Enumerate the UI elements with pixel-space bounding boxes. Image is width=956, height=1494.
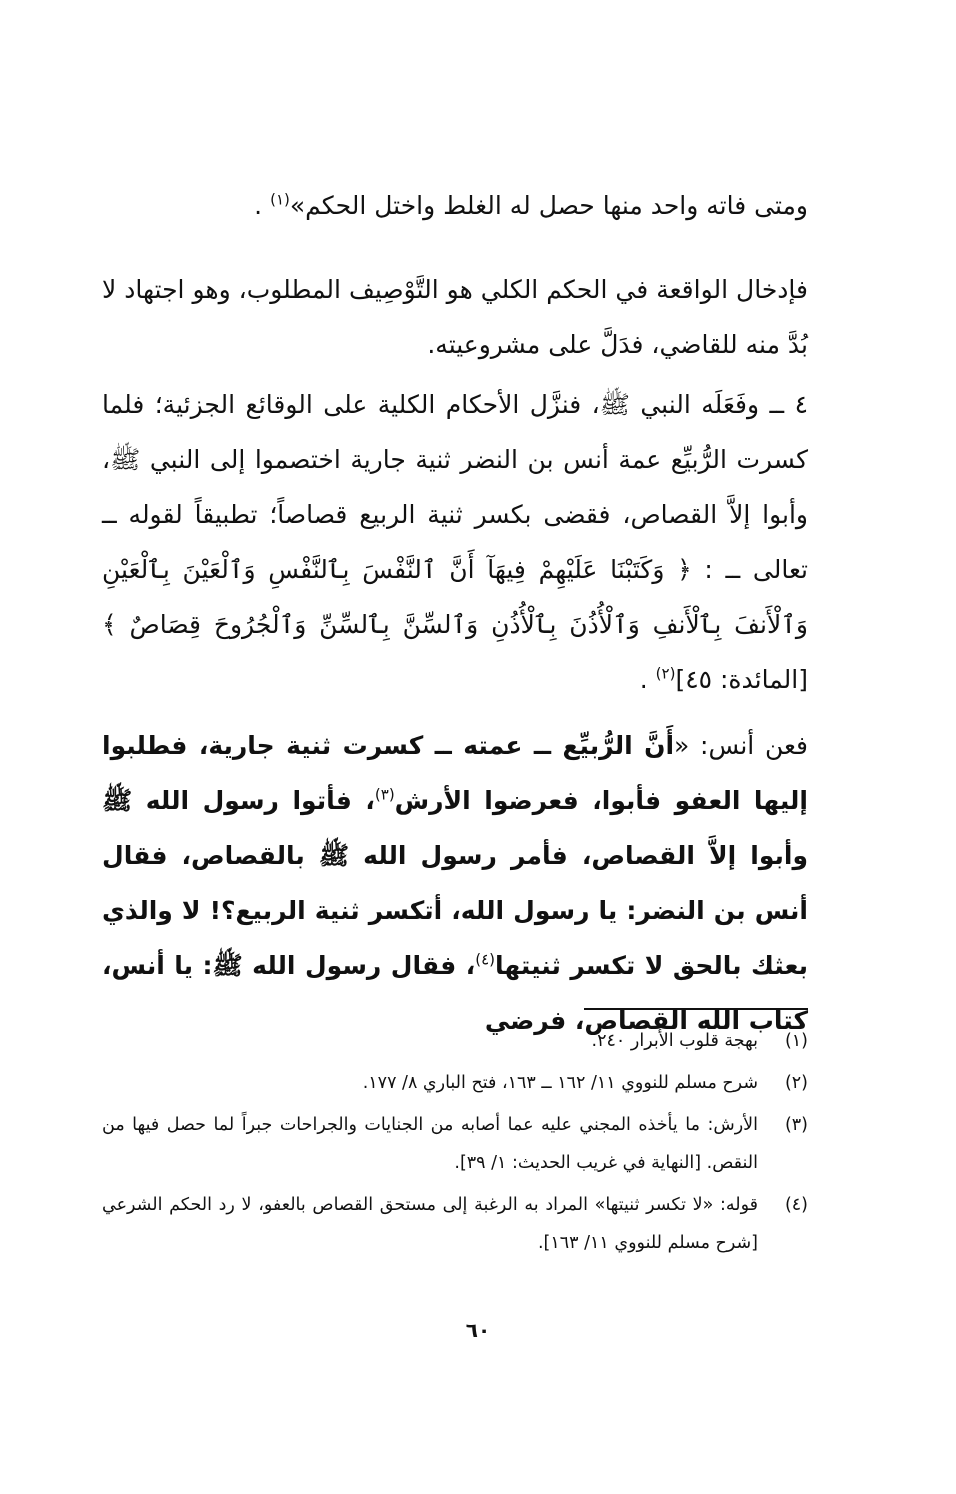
footnote-number: (٢) [784, 1073, 808, 1093]
hadith-text: ، فأتوا رسول الله ﷺ وأبوا إلاَّ القصاص، فأمر رسول الله ﷺ بالقصاص، فقال أنس بن النضر: يا رسول الله، أتكسر ثنية الربيع؟! لا والذي بعثك بالحق لا تكسر ثنيتها [102, 786, 809, 980]
hadith-text: أَنَّ الرُّبيِّع ــ عمته ــ كسرت ثنية جارية، فطلبوا إليها العفو فأبوا، فعرضوا الأرش [102, 731, 808, 815]
quran-verse: ﴿ وَكَتَبْنَا عَلَيْهِمْ فِيهَآ أَنَّ ٱلنَّفْسَ بِٱلنَّفْسِ وَٱلْعَيْنَ بِٱلْعَيْنِ وَٱلْأَنفَ بِٱلْأَنفِ وَٱلْأُذُنَ بِٱلْأُذُنِ وَٱلسِّنَّ بِٱلسِّنِّ وَٱلْجُرُوحَ قِصَاصٌ ﴾ [102, 555, 808, 639]
footnote-reference: (٤) [475, 950, 495, 969]
paragraph-hadith [102, 718, 808, 1048]
paragraph-text: ٤ ــ وفَعَلَه النبي ﷺ، فنزَّل الأحكام الكلية على الوقائع الجزئية؛ فلما كسرت الرُّبيِّع عمة أنس بن النضر ثنية جارية اختصموا إلى النبي ﷺ، وأبوا إلاَّ القصاص، فقضى بكسر ثنية الربيع قصاصاً؛ تطبيقاً لقوله ــ تعالى ــ : [102, 390, 808, 584]
footnote-item [102, 1186, 808, 1262]
sentence-end: . [639, 665, 656, 694]
footnote-item [102, 1106, 808, 1182]
footnote-number: (٤) [784, 1195, 808, 1215]
footnote-item [102, 1022, 808, 1060]
footnote-number: (٣) [784, 1115, 808, 1135]
hadith-intro: فعن أنس: « [674, 731, 808, 760]
hadith-text: ، فقال رسول الله ﷺ: يا أنس، كتاب الله القصاص، فرضي [102, 951, 808, 1035]
sentence-end: . [254, 191, 271, 220]
footnote-reference: (١) [270, 190, 290, 209]
footnote-text: قوله: «لا تكسر ثنيتها» المراد به الرغبة إلى مستحق القصاص بالعفو، لا رد الحكم الشرعي [شرح مسلم للنووي ١١/ ١٦٣]. [102, 1195, 758, 1253]
paragraph-description [102, 262, 808, 372]
footnote-item [102, 1064, 808, 1102]
paragraph-text: فإدخال الواقعة في الحكم الكلي هو التَّوْصِيف المطلوب، وهو اجتهاد لا بُدَّ منه للقاضي، فدَلَّ على مشروعيته. [102, 275, 808, 359]
paragraph-text: ومتى فاته واحد منها حصل له الغلط واختل الحكم» [289, 191, 808, 220]
footnote-separator [584, 1008, 808, 1010]
footnote-text: الأرش: ما يأخذه المجني عليه عما أصابه من الجنايات والجراحات جبراً لما حصل فيها من النقص. [النهاية في غريب الحديث: ١/ ٣٩]. [102, 1115, 758, 1173]
footnote-reference: (٢) [655, 664, 676, 683]
footnote-text: شرح مسلم للنووي ١١/ ١٦٢ ــ ١٦٣، فتح الباري ٨/ ١٧٧. [362, 1073, 758, 1093]
verse-citation: [المائدة: ٤٥] [675, 665, 808, 694]
paragraph-quote-ending [102, 178, 808, 233]
footnotes [102, 1022, 808, 1266]
page-number: ٦٠ [465, 1318, 491, 1342]
footnote-number: (١) [784, 1031, 808, 1051]
footnote-reference: (٣) [374, 785, 395, 804]
footnote-text: بهجة قلوب الأبرار ٢٤٠. [591, 1031, 758, 1051]
paragraph-point-four [102, 377, 808, 707]
